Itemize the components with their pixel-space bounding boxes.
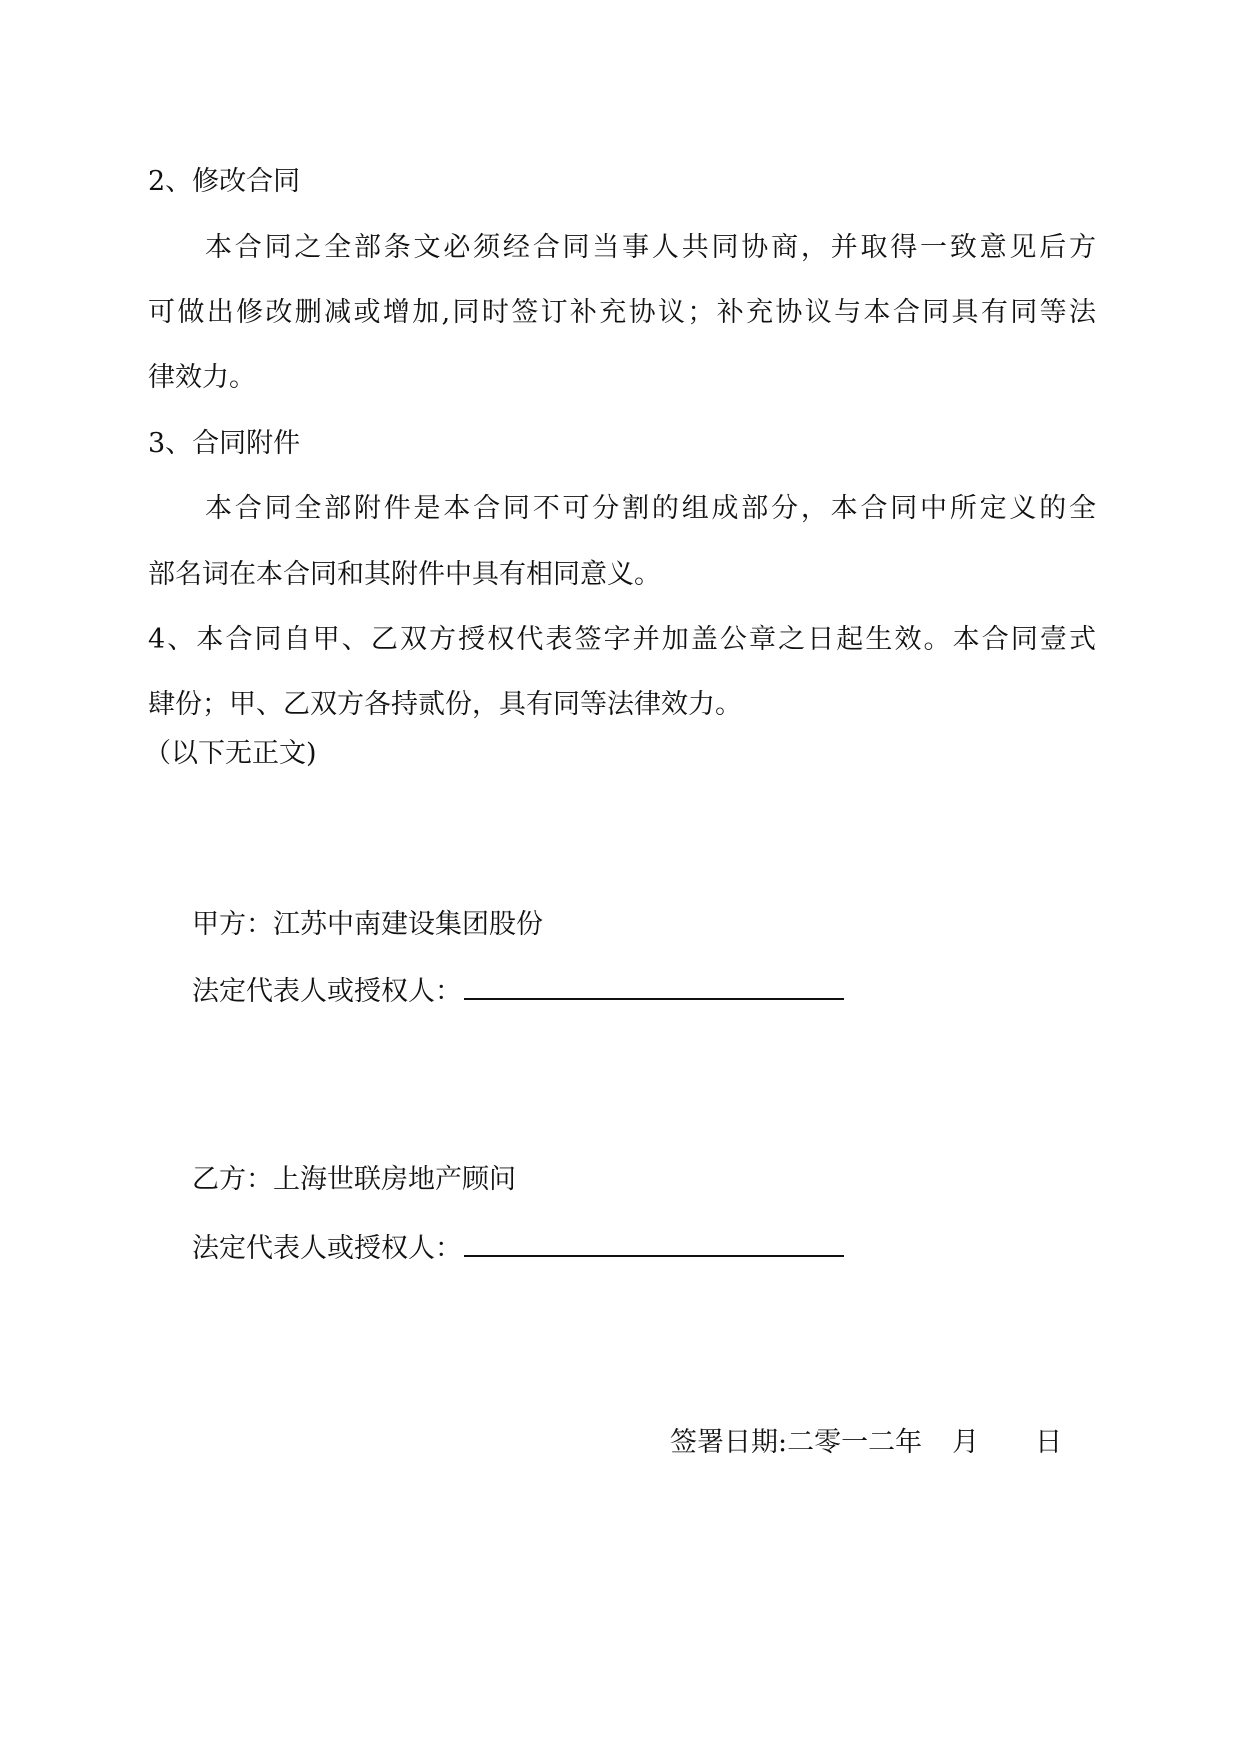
party-b-signature-line [464,1229,844,1257]
section-2-paragraph-line-1: 本合同之全部条文必须经合同当事人共同协商，并取得一致意见后方 [205,232,1096,263]
section-3-paragraph-line-2: 部名词在本合同和其附件中具有相同意义。 [148,559,661,590]
party-a-signature-row [192,972,844,1010]
end-of-text-note: （以下无正文) [144,738,317,769]
section-2-heading: 2、修改合同 [148,166,301,197]
signing-date-day: 日 [1035,1427,1063,1458]
section-4-paragraph-line-2: 肆份；甲、乙双方各持贰份，具有同等法律效力。 [148,689,742,720]
section-4-paragraph-line-1: 4、本合同自甲、乙双方授权代表签字并加盖公章之日起生效。本合同壹式 [148,624,1096,655]
party-b-signature-row [192,1229,844,1267]
section-3-paragraph-line-1: 本合同全部附件是本合同不可分割的组成部分，本合同中所定义的全 [205,493,1096,524]
signing-date [670,1425,1062,1461]
party-a-label: 甲方：江苏中南建设集团股份 [192,909,543,940]
section-2-paragraph-line-2: 可做出修改删减或增加,同时签订补充协议；补充协议与本合同具有同等法 [148,297,1096,328]
signing-date-month: 月 [952,1427,980,1458]
party-a-signature-line [464,972,844,1000]
signing-date-prefix: 签署日期:二零一二年 [670,1427,923,1458]
party-b-rep-label: 法定代表人或授权人： [192,1233,462,1264]
section-2-paragraph-line-3: 律效力。 [148,362,256,393]
section-3-heading: 3、合同附件 [148,428,301,459]
party-a-rep-label: 法定代表人或授权人： [192,976,462,1007]
party-b-label: 乙方：上海世联房地产顾问 [192,1164,516,1195]
